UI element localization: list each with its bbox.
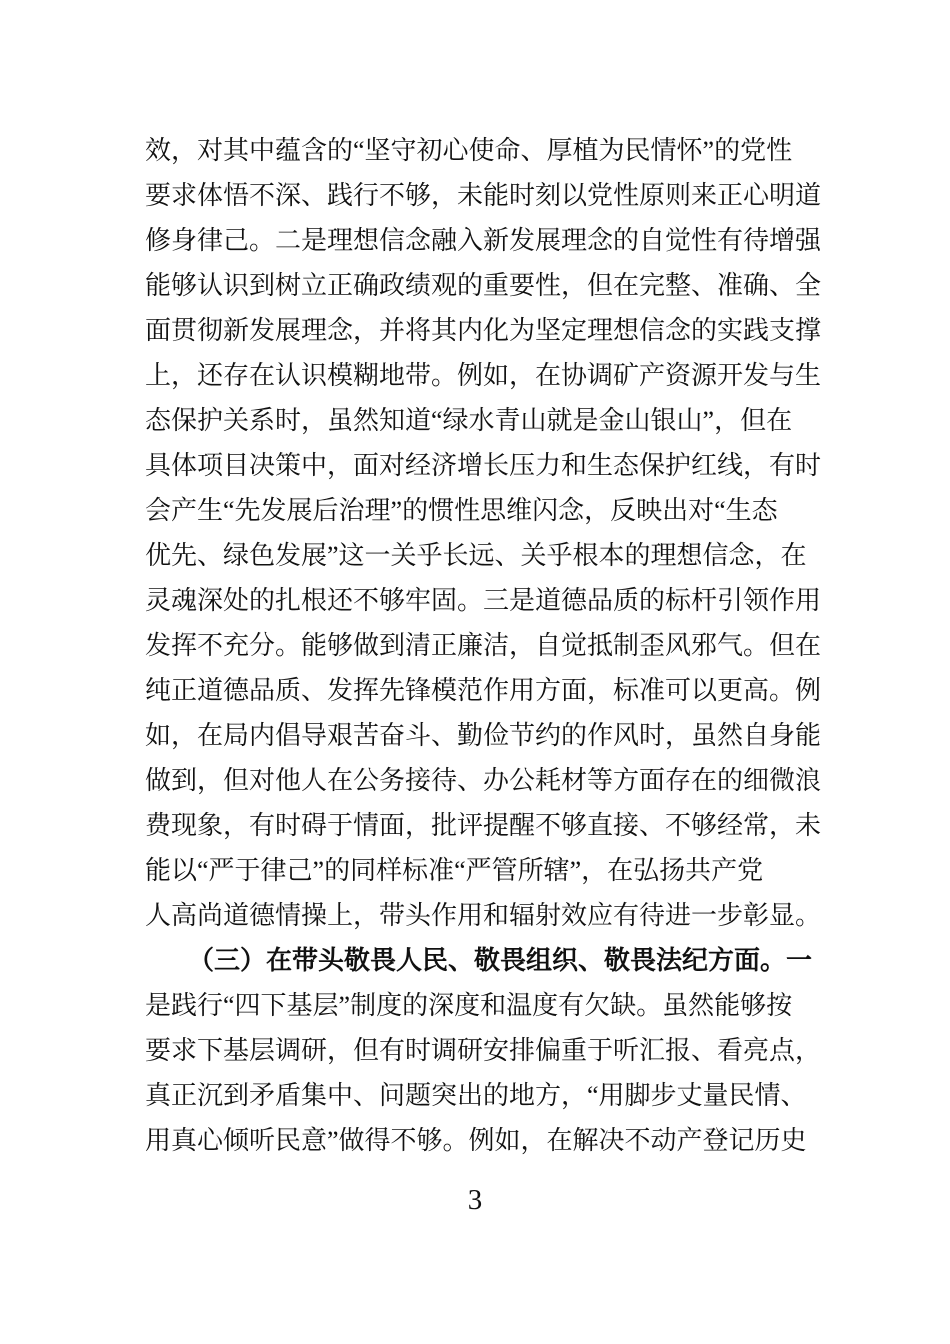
text-line: 能够认识到树立正确政绩观的重要性，但在完整、准确、全: [145, 271, 822, 300]
text-line: 会产生“先发展后治理”的惯性思维闪念，反映出对“生态: [145, 496, 778, 525]
text-line: 上，还存在认识模糊地带。例如，在协调矿产资源开发与生: [145, 361, 822, 390]
text-line: 能以“严于律己”的同样标准“严管所辖”，在弘扬共产党: [145, 856, 764, 885]
text-line: 做到，但对他人在公务接待、办公耗材等方面存在的细微浪: [145, 766, 822, 795]
text-line: 如，在局内倡导艰苦奋斗、勤俭节约的作风时，虽然自身能: [145, 721, 822, 750]
text-line: 面贯彻新发展理念，并将其内化为坚定理想信念的实践支撑: [145, 316, 822, 345]
text-line: 修身律己。二是理想信念融入新发展理念的自觉性有待增强: [145, 226, 822, 255]
text-line: 费现象，有时碍于情面，批评提醒不够直接、不够经常，未: [145, 811, 822, 840]
text-line: 要求下基层调研，但有时调研安排偏重于听汇报、看亮点，: [145, 1036, 822, 1065]
page-number: 3: [467, 1184, 483, 1216]
text-line: 要求体悟不深、践行不够，未能时刻以党性原则来正心明道: [145, 181, 822, 210]
text-line: 效，对其中蕴含的“坚守初心使命、厚植为民情怀”的党性: [145, 136, 793, 165]
text-line: 用真心倾听民意”做得不够。例如，在解决不动产登记历史: [145, 1126, 807, 1155]
text-line: 具体项目决策中，面对经济增长压力和生态保护红线，有时: [145, 451, 822, 480]
text-line: 人高尚道德情操上，带头作用和辐射效应有待进一步彰显。: [145, 901, 822, 930]
text-line: 是践行“四下基层”制度的深度和温度有欠缺。虽然能够按: [145, 991, 793, 1020]
text-line: （三）在带头敬畏人民、敬畏组织、敬畏法纪方面。一: [188, 946, 813, 975]
text-line: 态保护关系时，虽然知道“绿水青山就是金山银山”，但在: [145, 406, 793, 435]
text-block: [145, 128, 822, 1163]
text-line: 发挥不充分。能够做到清正廉洁，自觉抵制歪风邪气。但在: [145, 631, 822, 660]
text-line: 真正沉到矛盾集中、问题突出的地方，“用脚步丈量民情、: [145, 1081, 807, 1110]
text-line: 灵魂深处的扎根还不够牢固。三是道德品质的标杆引领作用: [145, 586, 822, 615]
text-line: 优先、绿色发展”这一关乎长远、关乎根本的理想信念，在: [145, 541, 807, 570]
text-line: 纯正道德品质、发挥先锋模范作用方面，标准可以更高。例: [145, 676, 822, 705]
